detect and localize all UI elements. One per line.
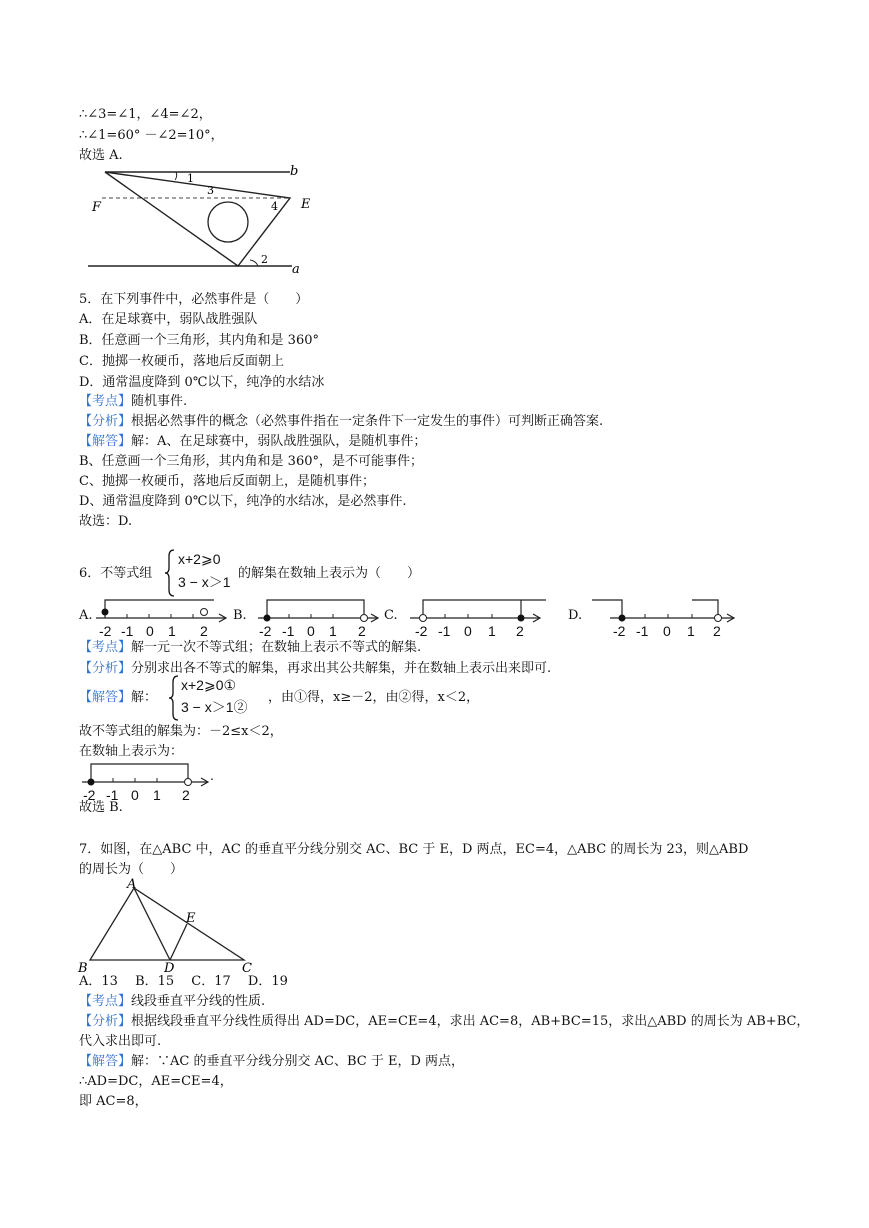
question-stem: 7．如图，在△ABC 中，AC 的垂直平分线分别交 AC、BC 于 E，D 两点，EC=4，△ABC 的周长为 23，则△ABD: [79, 842, 749, 857]
system-ineq-2: 3 − x＞1②: [181, 699, 248, 715]
text-line: 故不等式组的解集为：－2≤x＜2，: [79, 724, 283, 739]
svg-text:-1: -1: [121, 623, 134, 638]
text-line: ∴∠1=60° －∠2=10°，: [79, 128, 224, 143]
triangle-figure: [76, 876, 262, 974]
option-c: C．抛掷一枚硬币，落地后反面朝上: [79, 354, 284, 369]
svg-text:.: .: [210, 767, 214, 783]
number-line-solution: [78, 758, 218, 802]
jieda-tag: 【解答】: [79, 690, 132, 705]
jieda-text: 解：: [131, 690, 158, 705]
number-line-d: [592, 594, 742, 638]
svg-text:-2: -2: [415, 623, 428, 638]
text-line: ∴AD=DC，AE=CE=4，: [79, 1074, 233, 1089]
jieda-line: [79, 1054, 464, 1070]
answer-line: 故选：D.: [79, 514, 133, 529]
angle-2-label: 2: [261, 253, 268, 266]
label-E: E: [301, 197, 310, 212]
svg-text:-2: -2: [259, 623, 272, 638]
brace-icon: [168, 674, 180, 722]
kaodian-tag: 【考点】: [79, 994, 132, 1009]
jieda-tag: 【解答】: [79, 1054, 132, 1069]
svg-text:0: 0: [146, 623, 154, 638]
answer-line: 故选 B.: [79, 800, 123, 815]
label-F: F: [92, 200, 102, 215]
text-line: 在数轴上表示为：: [79, 744, 184, 759]
text-line: 即 AC=8，: [79, 1094, 148, 1109]
text-line: 代入求出即可.: [79, 1034, 162, 1049]
fenxi-line: [79, 661, 551, 677]
svg-text:2: 2: [516, 623, 524, 638]
question-stem: 的周长为（ ）: [79, 862, 184, 877]
svg-text:2: 2: [358, 623, 366, 638]
jieda-line: [79, 434, 426, 450]
fenxi-tag: 【分析】: [79, 414, 132, 429]
vertex-A: A: [127, 877, 137, 892]
svg-text:-1: -1: [438, 623, 451, 638]
svg-text:1: 1: [488, 623, 496, 638]
jieda-tag: 【解答】: [79, 434, 132, 449]
inequality-2: 3 − x＞1: [178, 574, 231, 590]
text-line: ∴∠3=∠1，∠4=∠2，: [79, 107, 212, 122]
kaodian-text: 随机事件.: [131, 394, 188, 409]
option-d: D．通常温度降到 0℃以下，纯净的水结冰: [79, 375, 325, 390]
svg-text:1: 1: [168, 623, 176, 638]
vertex-C: C: [242, 961, 252, 974]
angle-4-label: 4: [271, 200, 278, 213]
kaodian-line: [79, 640, 421, 656]
svg-text:1: 1: [153, 787, 161, 802]
number-line-b: [254, 594, 384, 638]
svg-text:0: 0: [464, 623, 472, 638]
svg-text:2: 2: [713, 623, 721, 638]
svg-text:1: 1: [687, 623, 695, 638]
angle-3-label: 3: [207, 184, 214, 197]
option-a: A．在足球赛中，弱队战胜强队: [79, 312, 258, 327]
fenxi-text: 根据必然事件的概念（必然事件指在一定条件下一定发生的事件）可判断正确答案.: [131, 414, 604, 429]
svg-text:-1: -1: [282, 623, 295, 638]
svg-text:0: 0: [307, 623, 315, 638]
fenxi-line: [79, 414, 603, 430]
choices-line: A．13 B．15 C．17 D．19: [79, 974, 288, 989]
number-line-a: [92, 594, 232, 638]
vertex-D: D: [164, 961, 175, 974]
text-line: B、任意画一个三角形，其内角和是 360°，是不可能事件；: [79, 454, 423, 469]
svg-text:0: 0: [131, 787, 139, 802]
fenxi-tag: 【分析】: [79, 661, 132, 676]
label-a: a: [292, 262, 300, 277]
svg-text:-2: -2: [613, 623, 626, 638]
svg-text:-2: -2: [83, 787, 96, 802]
brace-icon: [164, 548, 176, 598]
option-b: B．任意画一个三角形，其内角和是 360°: [79, 333, 319, 348]
fenxi-line: [79, 1014, 809, 1030]
svg-text:2: 2: [182, 787, 190, 802]
jieda-line: [79, 690, 157, 706]
label-b: b: [290, 164, 299, 179]
kaodian-line: [79, 994, 265, 1010]
svg-text:-1: -1: [106, 787, 119, 802]
kaodian-tag: 【考点】: [79, 394, 132, 409]
angle-1-label: 1: [187, 172, 194, 185]
fenxi-text: 根据线段垂直平分线性质得出 AD=DC，AE=CE=4，求出 AC=8，AB+BC=15，求出△ABD 的周长为 AB+BC，: [131, 1014, 810, 1029]
jieda-text: ，由①得，x≥－2，由②得，x＜2，: [268, 690, 480, 705]
parallel-lines-figure: [80, 160, 310, 278]
svg-text:1: 1: [329, 623, 337, 638]
svg-text:-1: -1: [636, 623, 649, 638]
question-stem-post: 的解集在数轴上表示为（ ）: [238, 566, 421, 581]
kaodian-text: 解一元一次不等式组；在数轴上表示不等式的解集.: [131, 640, 422, 655]
vertex-E: E: [186, 911, 196, 926]
text-line: D、通常温度降到 0℃以下，纯净的水结冰，是必然事件.: [79, 494, 407, 509]
kaodian-tag: 【考点】: [79, 640, 132, 655]
kaodian-text: 线段垂直平分线的性质.: [131, 994, 266, 1009]
fenxi-tag: 【分析】: [79, 1014, 132, 1029]
jieda-text: 解：∵AC 的垂直平分线分别交 AC、BC 于 E，D 两点，: [131, 1054, 465, 1069]
system-ineq-1: x+2⩾0①: [181, 677, 237, 693]
option-a-label: A.: [79, 608, 93, 623]
option-c-label: C.: [384, 608, 398, 623]
number-line-c: [406, 594, 556, 638]
text-line: 故选 A.: [79, 148, 123, 163]
vertex-B: B: [78, 961, 88, 974]
option-d-label: D.: [568, 608, 583, 623]
question-stem: 5．在下列事件中，必然事件是（ ）: [79, 292, 309, 307]
fenxi-text: 分别求出各不等式的解集，再求出其公共解集，并在数轴上表示出来即可.: [131, 661, 552, 676]
jieda-text: 解：A、在足球赛中，弱队战胜强队，是随机事件；: [131, 434, 427, 449]
svg-text:-2: -2: [99, 623, 112, 638]
text-line: C、抛掷一枚硬币，落地后反面朝上，是随机事件；: [79, 474, 375, 489]
option-b-label: B.: [233, 608, 247, 623]
svg-text:2: 2: [200, 623, 208, 638]
question-stem-pre: 6．不等式组: [79, 566, 153, 581]
kaodian-line: [79, 394, 187, 410]
svg-text:0: 0: [663, 623, 671, 638]
inequality-1: x+2⩾0: [178, 551, 221, 567]
